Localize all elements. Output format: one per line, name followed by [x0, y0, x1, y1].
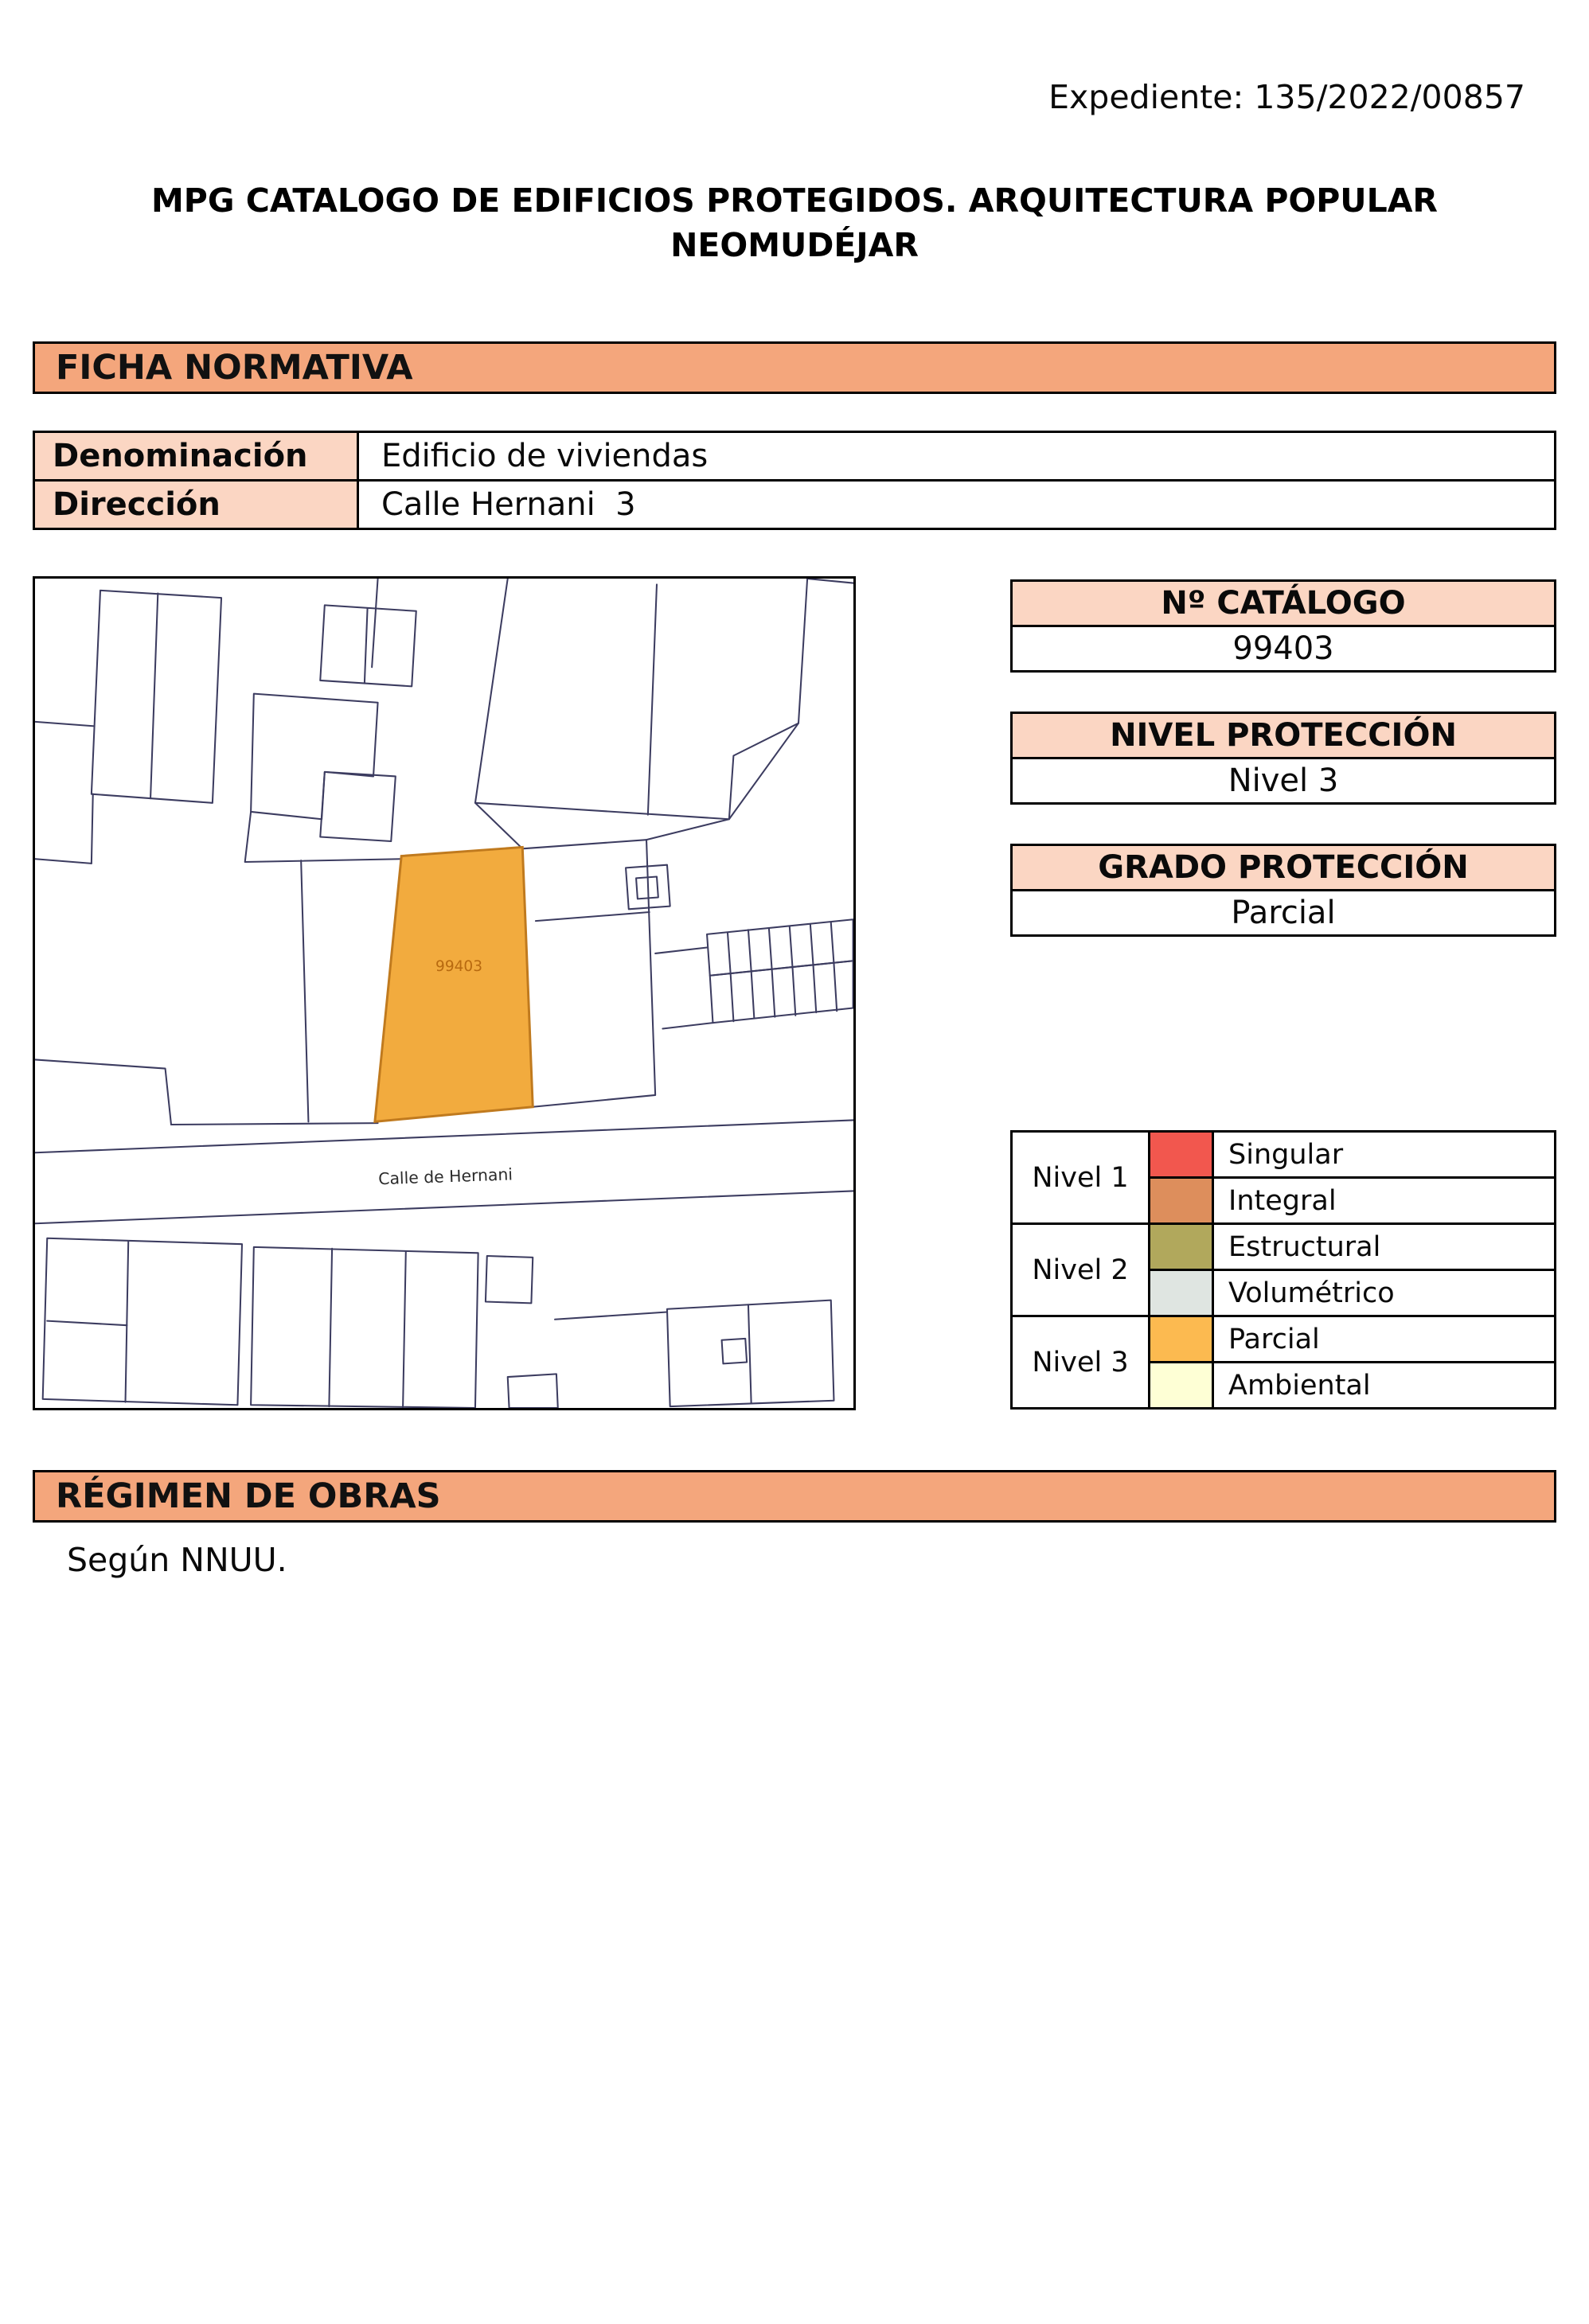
legend-entry-volumetrico: Volumétrico [1213, 1270, 1556, 1316]
legend-entry-integral: Integral [1213, 1178, 1556, 1224]
legend-swatch-integral [1150, 1178, 1213, 1224]
legend-level-label-1: Nivel 1 [1012, 1132, 1150, 1224]
catalog-number-box [1010, 579, 1556, 673]
catalog-number-value: 99403 [1010, 625, 1556, 673]
protection-grade-box [1010, 844, 1556, 937]
row-value-direccion: Calle Hernani 3 [358, 481, 1556, 529]
cadastral-map [33, 576, 856, 1410]
protection-legend [1010, 1130, 1556, 1410]
expediente-number: Expediente: 135/2022/00857 [1048, 78, 1525, 116]
document-title [0, 178, 1589, 267]
protection-level-header: NIVEL PROTECCIÓN [1010, 712, 1556, 759]
legend-row [1012, 1224, 1556, 1270]
highlighted-parcel [375, 847, 533, 1121]
section-header-regimen-obras: RÉGIMEN DE OBRAS [33, 1470, 1556, 1523]
legend-swatch-singular [1150, 1132, 1213, 1178]
legend-level-label-3: Nivel 3 [1012, 1316, 1150, 1409]
section-header-ficha-normativa: FICHA NORMATIVA [33, 341, 1556, 394]
row-label-denominacion: Denominación [34, 432, 358, 481]
protection-grade-value: Parcial [1010, 889, 1556, 937]
row-label-direccion: Dirección [34, 481, 358, 529]
street-name-label: Calle de Hernani [377, 1164, 513, 1189]
legend-swatch-parcial [1150, 1316, 1213, 1363]
legend-swatch-ambiental [1150, 1363, 1213, 1409]
legend-swatch-volumetrico [1150, 1270, 1213, 1316]
legend-entry-ambiental: Ambiental [1213, 1363, 1556, 1409]
parcel-code-label: 99403 [435, 958, 483, 976]
cadastral-map-drawing [35, 579, 853, 1408]
protection-level-box [1010, 712, 1556, 805]
legend-entry-parcial: Parcial [1213, 1316, 1556, 1363]
row-value-denominacion: Edificio de viviendas [358, 432, 1556, 481]
legend-level-label-2: Nivel 2 [1012, 1224, 1150, 1316]
table-row-denominacion [34, 432, 1556, 481]
legend-row [1012, 1316, 1556, 1363]
protection-level-value: Nivel 3 [1010, 757, 1556, 805]
legend-swatch-estructural [1150, 1224, 1213, 1270]
document-title-line1: MPG CATALOGO DE EDIFICIOS PROTEGIDOS. ARQUITECTURA POPULAR [151, 181, 1438, 220]
legend-entry-singular: Singular [1213, 1132, 1556, 1178]
table-row-direccion [34, 481, 1556, 529]
regimen-text: Según NNUU. [67, 1541, 287, 1579]
catalog-number-header: Nº CATÁLOGO [1010, 579, 1556, 627]
legend-row [1012, 1132, 1556, 1178]
protection-grade-header: GRADO PROTECCIÓN [1010, 844, 1556, 891]
document-title-line2: NEOMUDÉJAR [670, 226, 919, 264]
info-table [33, 431, 1556, 530]
legend-entry-estructural: Estructural [1213, 1224, 1556, 1270]
